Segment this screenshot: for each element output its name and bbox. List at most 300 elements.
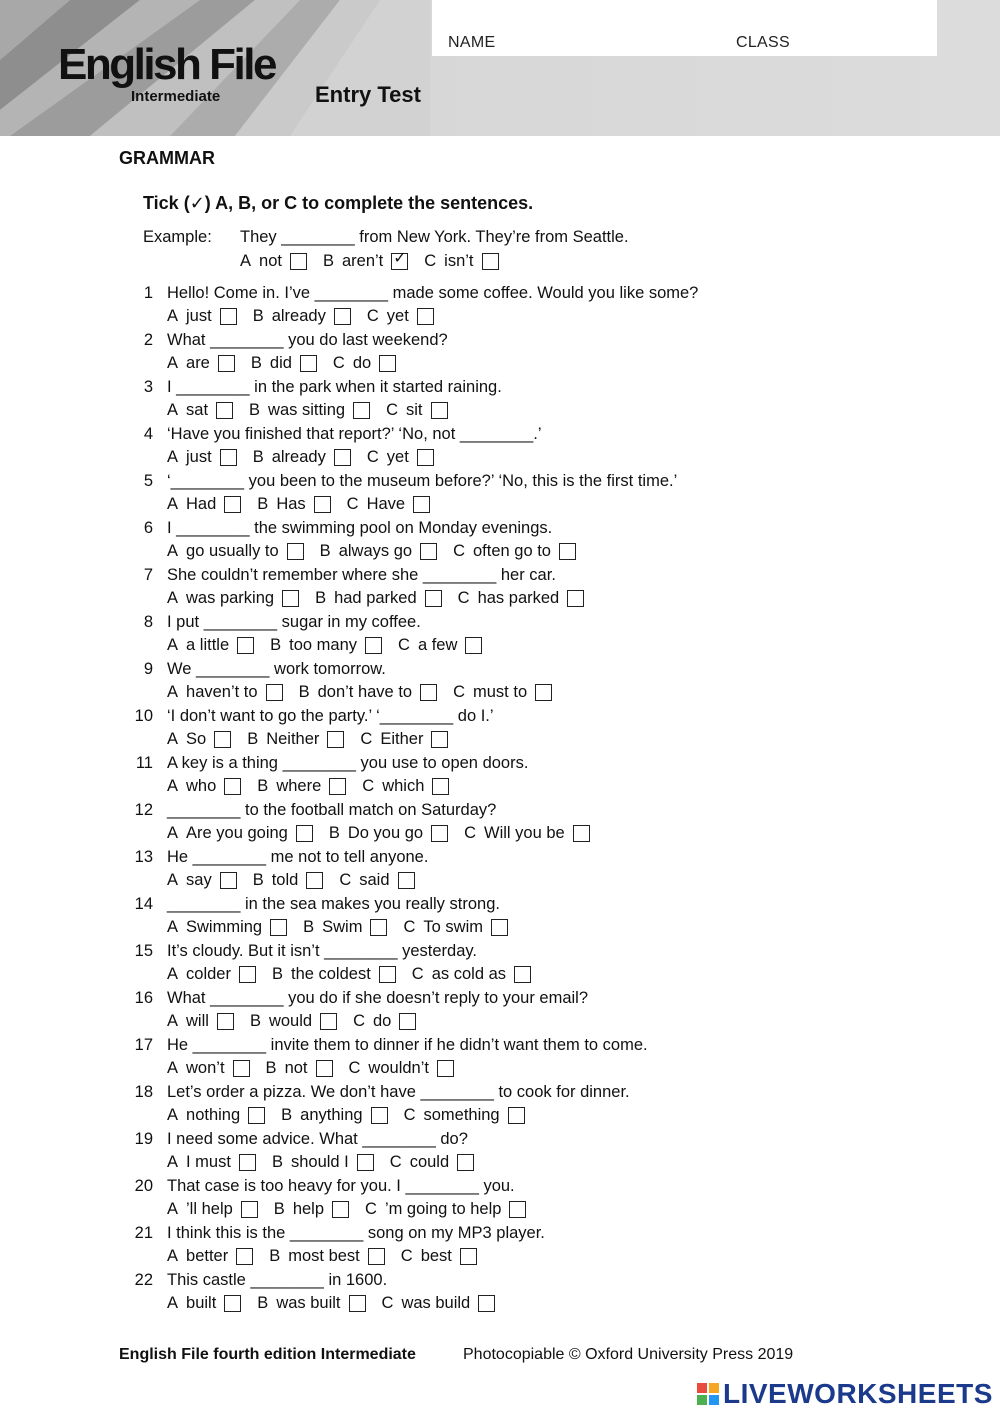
option-b xyxy=(257,1293,365,1313)
option-text: Swimming xyxy=(186,918,263,936)
option-c xyxy=(458,588,585,608)
example-label: Example: xyxy=(143,228,212,246)
option-text: yet xyxy=(386,307,409,325)
question-text: I ________ the swimming pool on Monday evenings. xyxy=(167,519,553,537)
option-a xyxy=(167,870,237,890)
option-text: isn’t xyxy=(444,252,474,270)
option-text: something xyxy=(423,1106,500,1124)
option-text: which xyxy=(382,777,425,795)
option-text: better xyxy=(186,1247,229,1265)
answer-checkbox[interactable] xyxy=(224,496,241,513)
option-a xyxy=(167,1011,234,1031)
liveworksheets-text: LIVEWORKSHEETS xyxy=(723,1378,993,1409)
brand-title: English File xyxy=(58,40,275,89)
answer-checkbox[interactable] xyxy=(248,1107,265,1124)
answer-checkbox[interactable] xyxy=(391,249,408,270)
name-class-box xyxy=(432,0,937,56)
answer-checkbox[interactable] xyxy=(266,684,283,701)
option-text: told xyxy=(271,871,299,889)
option-text: Swim xyxy=(322,918,363,936)
option-text: aren’t xyxy=(341,252,384,270)
answer-checkbox[interactable] xyxy=(233,1060,250,1077)
question-text: ‘I don’t want to go the party.’ ‘________ do I.’ xyxy=(167,707,494,725)
option-a xyxy=(167,635,254,655)
question-text: He ________ me not to tell anyone. xyxy=(167,848,429,866)
option-letter: A xyxy=(167,730,179,748)
option-a xyxy=(167,917,287,937)
answer-checkbox[interactable] xyxy=(478,1295,495,1312)
option-a xyxy=(167,1105,265,1125)
option-letter: A xyxy=(167,824,179,842)
option-text: Had xyxy=(186,495,217,513)
option-text: the coldest xyxy=(290,965,371,983)
answer-checkbox[interactable] xyxy=(239,1154,256,1171)
option-text: already xyxy=(271,307,326,325)
option-letter: C xyxy=(457,589,470,607)
option-text: not xyxy=(259,252,282,270)
option-a xyxy=(167,682,283,702)
option-letter: A xyxy=(167,683,179,701)
option-text: ’ll help xyxy=(186,1200,233,1218)
liveworksheets-watermark xyxy=(697,1378,993,1410)
answer-checkbox[interactable] xyxy=(413,496,430,513)
option-a xyxy=(167,776,241,796)
option-letter: A xyxy=(167,307,179,325)
footer-edition: English File fourth edition Intermediate xyxy=(119,1346,416,1363)
option-text: colder xyxy=(186,965,231,983)
test-title: Entry Test xyxy=(315,82,421,107)
answer-checkbox[interactable] xyxy=(417,308,434,325)
option-a xyxy=(167,1293,241,1313)
answer-checkbox[interactable] xyxy=(370,919,387,936)
check-icon: ✓ xyxy=(393,249,407,267)
answer-checkbox[interactable] xyxy=(431,825,448,842)
answer-checkbox[interactable] xyxy=(290,253,307,270)
answer-checkbox[interactable] xyxy=(432,778,449,795)
option-text: was built xyxy=(276,1294,341,1312)
option-letter: C xyxy=(464,824,476,842)
answer-checkbox[interactable] xyxy=(220,872,237,889)
answer-checkbox[interactable] xyxy=(368,1248,385,1265)
answer-checkbox[interactable] xyxy=(514,966,531,983)
question-options xyxy=(167,353,412,373)
question-text: What ________ you do last weekend? xyxy=(167,331,448,349)
option-b xyxy=(247,729,344,749)
option-letter: B xyxy=(303,918,315,936)
option-letter: B xyxy=(328,824,340,842)
question-text: This castle ________ in 1600. xyxy=(167,1271,388,1289)
answer-checkbox[interactable] xyxy=(306,872,323,889)
answer-checkbox[interactable] xyxy=(349,1295,366,1312)
option-letter: C xyxy=(365,1200,377,1218)
option-c xyxy=(349,1058,454,1078)
answer-checkbox[interactable] xyxy=(320,1013,337,1030)
option-letter: B xyxy=(257,1294,269,1312)
option-b xyxy=(272,1152,374,1172)
question-text: I think this is the ________ song on my MP3 player. xyxy=(167,1224,545,1242)
option-b xyxy=(251,353,317,373)
answer-checkbox[interactable] xyxy=(379,355,396,372)
option-a xyxy=(167,400,233,420)
answer-checkbox[interactable] xyxy=(224,1295,241,1312)
question-number: 16 xyxy=(134,989,153,1007)
question-options xyxy=(167,1246,493,1266)
option-text: sat xyxy=(186,401,209,419)
question-options xyxy=(167,1293,511,1313)
answer-checkbox[interactable] xyxy=(491,919,508,936)
question-number: 9 xyxy=(143,660,153,678)
option-c xyxy=(398,635,482,655)
option-letter: C xyxy=(353,1012,365,1030)
option-text: could xyxy=(409,1153,450,1171)
question-number: 13 xyxy=(134,848,153,866)
option-letter: B xyxy=(322,252,334,270)
option-b xyxy=(257,494,330,514)
option-text: often go to xyxy=(472,542,551,560)
option-c xyxy=(464,823,590,843)
option-b xyxy=(281,1105,387,1125)
option-text: help xyxy=(292,1200,325,1218)
option-b xyxy=(320,541,437,561)
option-letter: B xyxy=(298,683,310,701)
example-text: They ________ from New York. They’re from Seattle. xyxy=(240,228,629,246)
option-letter: B xyxy=(281,1106,293,1124)
option-letter: C xyxy=(362,777,375,795)
option-letter: C xyxy=(403,918,416,936)
option-b xyxy=(315,588,442,608)
question-options xyxy=(167,1152,490,1172)
option-letter: A xyxy=(167,965,179,983)
question-number: 15 xyxy=(134,942,153,960)
option-text: Are you going xyxy=(186,824,288,842)
option-text: just xyxy=(186,307,212,325)
option-letter: B xyxy=(271,965,283,983)
answer-checkbox[interactable] xyxy=(314,496,331,513)
option-text: do xyxy=(373,1012,392,1030)
answer-checkbox[interactable] xyxy=(316,1060,333,1077)
option-letter: C xyxy=(348,1059,361,1077)
question-options xyxy=(167,588,600,608)
option-letter: C xyxy=(411,965,424,983)
option-b xyxy=(272,964,396,984)
option-letter: C xyxy=(332,354,345,372)
option-text: has parked xyxy=(477,589,560,607)
option-b xyxy=(329,823,448,843)
option-text: built xyxy=(186,1294,217,1312)
answer-checkbox[interactable] xyxy=(224,778,241,795)
option-letter: A xyxy=(167,1153,179,1171)
answer-checkbox[interactable] xyxy=(482,253,499,270)
option-letter: C xyxy=(398,636,410,654)
option-text: wouldn’t xyxy=(368,1059,429,1077)
question-text: I need some advice. What ________ do? xyxy=(167,1130,468,1148)
question-options xyxy=(167,306,450,326)
answer-checkbox[interactable] xyxy=(214,731,231,748)
answer-checkbox[interactable] xyxy=(379,966,396,983)
option-text: Do you go xyxy=(347,824,424,842)
option-c xyxy=(365,1199,526,1219)
option-text: go usually to xyxy=(186,542,279,560)
answer-checkbox[interactable] xyxy=(353,402,370,419)
answer-checkbox[interactable] xyxy=(535,684,552,701)
option-text: Either xyxy=(380,730,424,748)
option-letter: B xyxy=(252,448,264,466)
option-b xyxy=(253,447,351,467)
option-a xyxy=(167,964,256,984)
option-letter: C xyxy=(400,1247,413,1265)
option-text: Has xyxy=(276,495,306,513)
option-letter: C xyxy=(360,730,373,748)
question-options xyxy=(167,917,524,937)
answer-checkbox[interactable] xyxy=(217,1013,234,1030)
question-options xyxy=(167,729,464,749)
option-letter: B xyxy=(252,307,264,325)
option-c xyxy=(382,1293,496,1313)
answer-checkbox[interactable] xyxy=(270,919,287,936)
answer-checkbox[interactable] xyxy=(216,402,233,419)
option-a xyxy=(167,1152,256,1172)
option-text: yet xyxy=(386,448,409,466)
instructions: Tick (✓) A, B, or C to complete the sentences. xyxy=(143,193,534,213)
example-option-a xyxy=(240,251,307,271)
option-c xyxy=(367,306,434,326)
answer-checkbox[interactable] xyxy=(327,731,344,748)
question-text: ‘________ you been to the museum before?’ ‘No, this is the first time.’ xyxy=(167,472,678,490)
option-c xyxy=(360,729,448,749)
answer-checkbox[interactable] xyxy=(460,1248,477,1265)
question-number: 11 xyxy=(135,754,153,772)
option-a xyxy=(167,823,313,843)
question-text: I ________ in the park when it started raining. xyxy=(167,378,502,396)
option-b xyxy=(299,682,438,702)
question-text: We ________ work tomorrow. xyxy=(167,660,386,678)
option-c xyxy=(401,1246,477,1266)
option-text: said xyxy=(359,871,390,889)
option-letter: A xyxy=(167,448,179,466)
answer-checkbox[interactable] xyxy=(567,590,584,607)
answer-checkbox[interactable] xyxy=(296,825,313,842)
option-text: would xyxy=(268,1012,313,1030)
option-b xyxy=(249,400,370,420)
option-text: who xyxy=(186,777,217,795)
answer-checkbox[interactable] xyxy=(465,637,482,654)
question-options xyxy=(167,447,450,467)
question-number: 17 xyxy=(134,1036,153,1054)
answer-checkbox[interactable] xyxy=(431,731,448,748)
option-letter: A xyxy=(167,401,179,419)
answer-checkbox[interactable] xyxy=(332,1201,349,1218)
option-b xyxy=(253,870,324,890)
question-options xyxy=(167,400,464,420)
answer-checkbox[interactable] xyxy=(573,825,590,842)
option-text: should I xyxy=(290,1153,349,1171)
option-letter: A xyxy=(167,636,179,654)
answer-checkbox[interactable] xyxy=(431,402,448,419)
question-text: I put ________ sugar in my coffee. xyxy=(167,613,421,631)
answer-checkbox[interactable] xyxy=(334,308,351,325)
option-text: just xyxy=(186,448,212,466)
option-text: was build xyxy=(401,1294,471,1312)
option-text: I must xyxy=(186,1153,231,1171)
question-number: 21 xyxy=(134,1224,153,1242)
question-number: 19 xyxy=(134,1130,153,1148)
option-letter: B xyxy=(257,777,269,795)
answer-checkbox[interactable] xyxy=(237,637,254,654)
answer-checkbox[interactable] xyxy=(417,449,434,466)
option-text: To swim xyxy=(423,918,483,936)
option-c xyxy=(453,682,552,702)
option-text: was sitting xyxy=(268,401,346,419)
option-text: best xyxy=(420,1247,452,1265)
question-number: 2 xyxy=(143,331,153,349)
option-text: already xyxy=(271,448,326,466)
option-text: as cold as xyxy=(431,965,507,983)
option-c xyxy=(339,870,414,890)
option-text: Will you be xyxy=(484,824,565,842)
question-options xyxy=(167,776,465,796)
option-text: always go xyxy=(338,542,413,560)
question-text: A key is a thing ________ you use to open doors. xyxy=(167,754,529,772)
answer-checkbox[interactable] xyxy=(241,1201,258,1218)
option-text: don’t have to xyxy=(317,683,413,701)
answer-checkbox[interactable] xyxy=(218,355,235,372)
option-text: are xyxy=(186,354,210,372)
option-text: Neither xyxy=(266,730,320,748)
answer-checkbox[interactable] xyxy=(239,966,256,983)
option-text: haven’t to xyxy=(186,683,258,701)
option-text: where xyxy=(276,777,322,795)
question-text: It’s cloudy. But it isn’t ________ yesterday. xyxy=(167,942,478,960)
option-letter: C xyxy=(381,1294,394,1312)
question-options xyxy=(167,964,547,984)
option-text: ’m going to help xyxy=(384,1200,502,1218)
option-text: anything xyxy=(300,1106,363,1124)
answer-checkbox[interactable] xyxy=(509,1201,526,1218)
question-options xyxy=(167,541,592,561)
answer-checkbox[interactable] xyxy=(420,543,437,560)
question-number: 8 xyxy=(143,613,153,631)
option-letter: A xyxy=(167,589,179,607)
option-letter: A xyxy=(167,777,179,795)
option-c xyxy=(453,541,576,561)
option-letter: A xyxy=(167,1200,179,1218)
question-options xyxy=(167,1199,542,1219)
option-text: won’t xyxy=(186,1059,225,1077)
question-number: 18 xyxy=(134,1083,153,1101)
option-text: did xyxy=(269,354,292,372)
option-a xyxy=(167,1058,250,1078)
question-options xyxy=(167,1011,432,1031)
option-letter: B xyxy=(249,401,261,419)
answer-checkbox[interactable] xyxy=(425,590,442,607)
answer-checkbox[interactable] xyxy=(220,449,237,466)
option-c xyxy=(333,353,396,373)
answer-checkbox[interactable] xyxy=(399,1013,416,1030)
option-letter: C xyxy=(366,448,379,466)
answer-checkbox[interactable] xyxy=(300,355,317,372)
name-label: NAME xyxy=(448,34,496,51)
option-text: most best xyxy=(288,1247,360,1265)
option-c xyxy=(404,1105,525,1125)
question-options xyxy=(167,1105,541,1125)
question-text: What ________ you do if she doesn’t reply to your email? xyxy=(167,989,589,1007)
option-c xyxy=(386,400,447,420)
question-number: 1 xyxy=(143,284,153,302)
option-letter: B xyxy=(247,730,259,748)
option-c xyxy=(347,494,430,514)
answer-checkbox[interactable] xyxy=(357,1154,374,1171)
header-banner xyxy=(0,0,1000,136)
option-text: say xyxy=(186,871,212,889)
answer-checkbox[interactable] xyxy=(329,778,346,795)
answer-checkbox[interactable] xyxy=(334,449,351,466)
brand-subtitle: Intermediate xyxy=(131,88,221,105)
option-text: do xyxy=(352,354,372,372)
question-text: ‘Have you finished that report?’ ‘No, not ________.’ xyxy=(167,425,542,443)
option-a xyxy=(167,1199,258,1219)
option-letter: C xyxy=(386,401,398,419)
option-letter: A xyxy=(167,1106,179,1124)
option-a xyxy=(167,541,304,561)
answer-checkbox[interactable] xyxy=(287,543,304,560)
option-a xyxy=(167,306,237,326)
option-text: sit xyxy=(406,401,423,419)
answer-checkbox[interactable] xyxy=(371,1107,388,1124)
answer-checkbox[interactable] xyxy=(220,308,237,325)
option-letter: C xyxy=(389,1153,402,1171)
option-c xyxy=(362,776,449,796)
option-text: had parked xyxy=(334,589,417,607)
option-letter: C xyxy=(346,495,359,513)
answer-checkbox[interactable] xyxy=(365,637,382,654)
answer-checkbox[interactable] xyxy=(420,684,437,701)
option-letter: B xyxy=(270,636,282,654)
question-number: 4 xyxy=(143,425,153,443)
answer-checkbox[interactable] xyxy=(508,1107,525,1124)
option-letter: B xyxy=(315,589,327,607)
option-text: not xyxy=(284,1059,308,1077)
option-b xyxy=(266,1058,333,1078)
answer-checkbox[interactable] xyxy=(282,590,299,607)
question-number: 5 xyxy=(143,472,153,490)
footer-copyright: Photocopiable © Oxford University Press 2019 xyxy=(463,1346,794,1363)
option-letter: A xyxy=(167,871,179,889)
option-b xyxy=(270,635,382,655)
option-text: a little xyxy=(186,636,230,654)
option-a xyxy=(167,353,235,373)
question-options xyxy=(167,635,498,655)
question-text: She couldn’t remember where she ________ her car. xyxy=(167,566,556,584)
option-letter: A xyxy=(167,495,179,513)
example-option-b xyxy=(323,251,408,271)
question-options xyxy=(167,1058,470,1078)
answer-checkbox[interactable] xyxy=(437,1060,454,1077)
option-b xyxy=(274,1199,349,1219)
option-text: a few xyxy=(417,636,458,654)
answer-checkbox[interactable] xyxy=(559,543,576,560)
question-number: 20 xyxy=(134,1177,153,1195)
option-letter: B xyxy=(269,1247,281,1265)
option-c xyxy=(412,964,531,984)
question-number: 14 xyxy=(134,895,153,913)
option-letter: A xyxy=(240,252,252,270)
answer-checkbox[interactable] xyxy=(457,1154,474,1171)
option-text: Have xyxy=(366,495,406,513)
question-number: 7 xyxy=(143,566,153,584)
option-letter: A xyxy=(167,542,179,560)
answer-checkbox[interactable] xyxy=(236,1248,253,1265)
answer-checkbox[interactable] xyxy=(398,872,415,889)
